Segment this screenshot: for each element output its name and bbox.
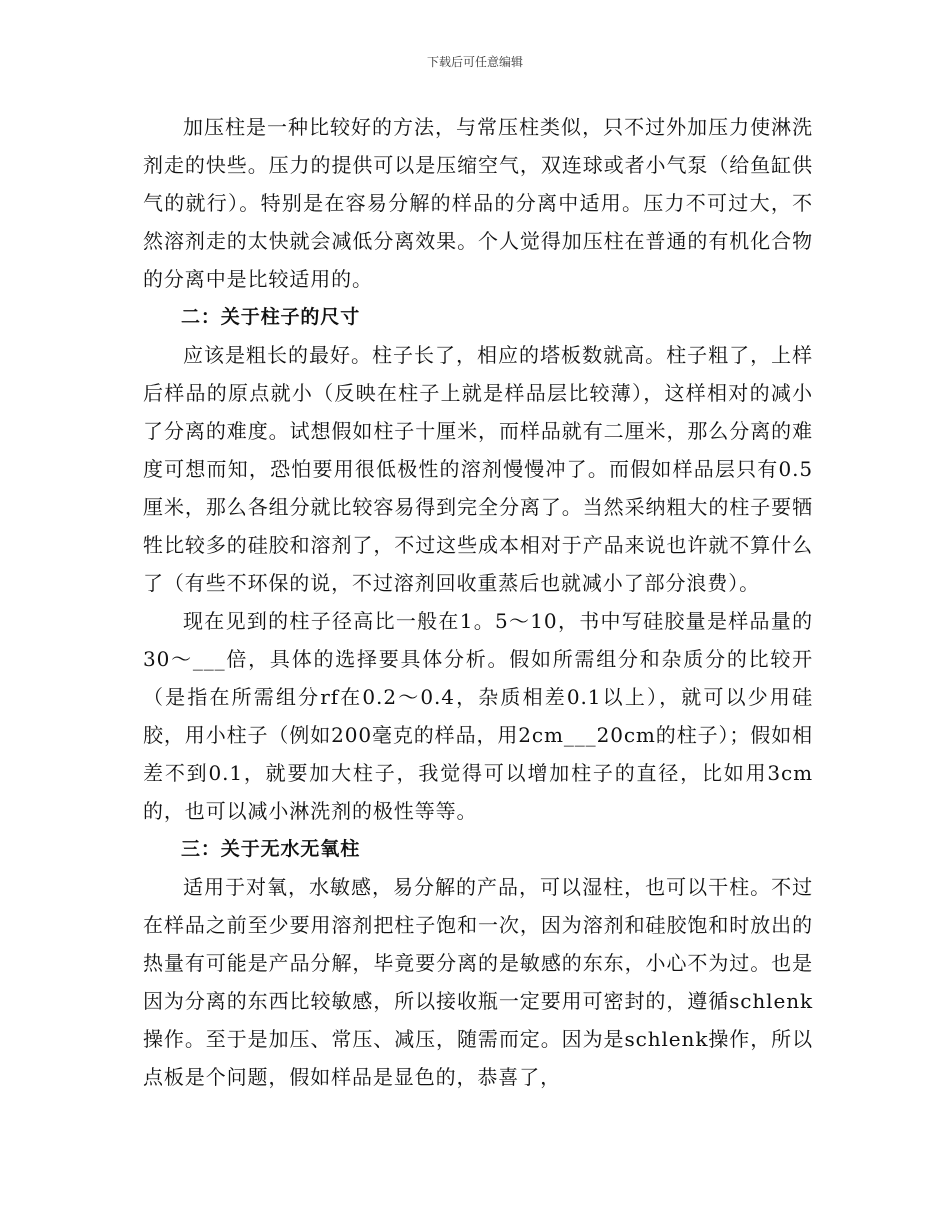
section-heading-column-size: 二：关于柱子的尺寸 xyxy=(181,306,361,328)
paragraph-column-ratio: 现在见到的柱子径高比一般在1。5～10，书中写硅胶量是样品量的30～___倍，具体的选择要具体分析。假如所需组分和杂质分的比较开（是指在所需组分rf在0.2～0.4，杂质相差0.1以上），就可以少用硅胶，用小柱子（例如200毫克的样品，用2cm___20cm的柱子）；假如相差不到0.1，就要加大柱子，我觉得可以增加柱子的直径，比如用3cm的，也可以减小淋洗剂的极性等等。 xyxy=(143,609,813,823)
section-heading-anhydrous-column: 三：关于无水无氧柱 xyxy=(181,838,361,860)
paragraph-pressurized-column: 加压柱是一种比较好的方法，与常压柱类似，只不过外加压力使淋洗剂走的快些。压力的提供可以是压缩空气，双连球或者小气泵（给鱼缸供气的就行）。特别是在容易分解的样品的分离中适用。压力不可过大，不然溶剂走的太快就会减低分离效果。个人觉得加压柱在普通的有机化合物的分离中是比较适用的。 xyxy=(143,115,813,291)
page-header: 下载后可任意编辑 xyxy=(426,55,523,69)
paragraph-anhydrous-column: 适用于对氧，水敏感，易分解的产品，可以湿柱，也可以干柱。不过在样品之前至少要用溶剂把柱子饱和一次，因为溶剂和硅胶饱和时放出的热量有可能是产品分解，毕竟要分离的是敏感的东东，小心不为过。也是因为分离的东西比较敏感，所以接收瓶一定要用可密封的，遵循schlenk操作。至于是加压、常压、减压，随需而定。因为是schlenk操作，所以点板是个问题，假如样品是显色的，恭喜了， xyxy=(143,875,813,1089)
document-body xyxy=(143,108,813,1096)
paragraph-column-size: 应该是粗长的最好。柱子长了，相应的塔板数就高。柱子粗了，上样后样品的原点就小（反映在柱子上就是样品层比较薄），这样相对的减小了分离的难度。试想假如柱子十厘米，而样品就有二厘米，那么分离的难度可想而知，恐怕要用很低极性的溶剂慢慢冲了。而假如样品层只有0.5厘米，那么各组分就比较容易得到完全分离了。当然采纳粗大的柱子要牺牲比较多的硅胶和溶剂了，不过这些成本相对于产品来说也许就不算什么了（有些不环保的说，不过溶剂回收重蒸后也就减小了部分浪费）。 xyxy=(143,343,813,595)
